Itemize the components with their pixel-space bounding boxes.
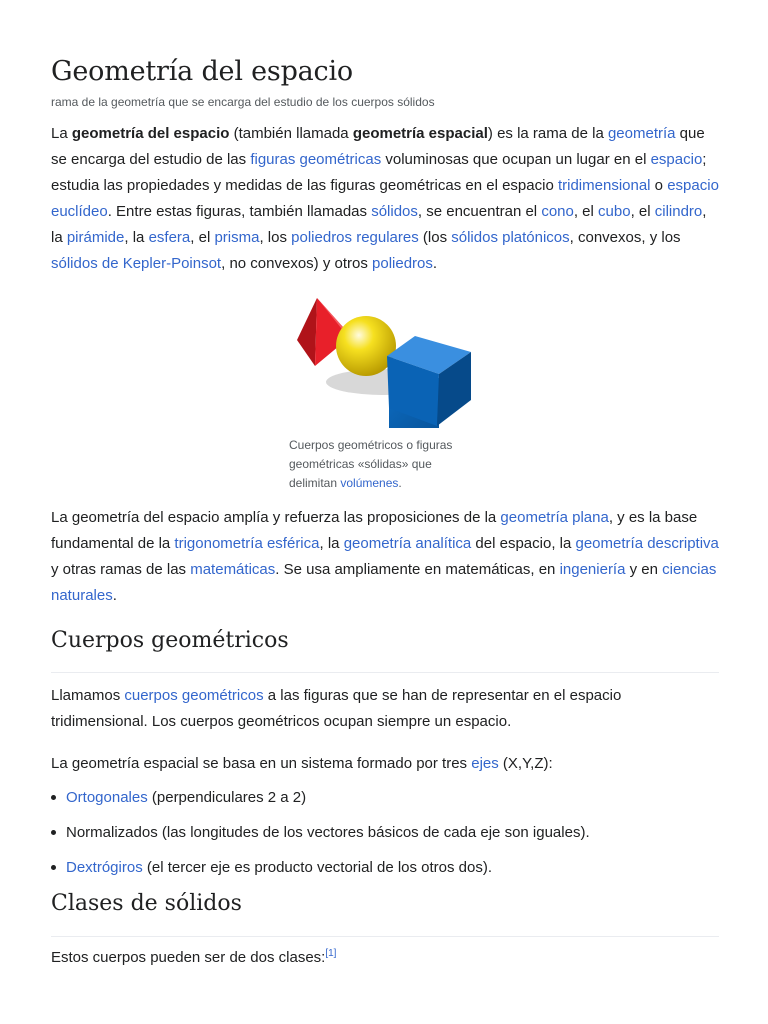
link-tridimensional[interactable]: tridimensional [557,177,651,194]
text: Estos cuerpos pueden ser de dos clases: [51,949,326,966]
figure-caption [289,436,464,493]
link-espacio-euclideo[interactable]: espacio euclídeo [51,177,719,220]
list-item [51,785,719,811]
text: ; estudia las propiedades y medidas de las figuras geométricas en el espacio [51,151,707,194]
second-paragraph [51,505,719,609]
section-heading-cuerpos: Cuerpos geométricos [51,628,289,653]
text: ) es la rama de la [487,125,608,142]
text: (perpendiculares 2 a 2) [147,789,307,806]
link-solidos-platonicos[interactable]: sólidos platónicos [451,229,570,246]
bold-term: geometría del espacio [71,125,230,142]
link-piramide[interactable]: pirámide [66,229,125,246]
text: Llamamos [51,687,125,704]
page-title: Geometría del espacio [51,56,353,87]
text: , la [124,229,149,246]
text: , y es la base fundamental de la [51,509,698,552]
link-geometria-descriptiva[interactable]: geometría descriptiva [575,535,719,552]
text: (el tercer eje es producto vectorial de los otros dos). [142,859,493,876]
link-ciencias-naturales[interactable]: ciencias naturales [51,561,717,604]
text: . Entre estas figuras, también llamadas [107,203,372,220]
link-cuerpos-geometricos[interactable]: cuerpos geométricos [124,687,264,704]
text: . Se usa ampliamente en matemáticas, en [275,561,560,578]
text: del espacio, la [471,535,576,552]
text: , el [190,229,215,246]
bullet-icon [51,795,56,800]
link-matematicas[interactable]: matemáticas [190,561,276,578]
text: La geometría espacial se basa en un sistema formado por tres [51,755,472,772]
link-geometria[interactable]: geometría [607,125,676,142]
link-espacio[interactable]: espacio [650,151,703,168]
text: , el [573,203,599,220]
link-esfera[interactable]: esfera [148,229,191,246]
list-item [51,820,719,846]
section-heading-clases: Clases de sólidos [51,891,242,916]
text: , el [630,203,655,220]
link-geometria-analitica[interactable]: geometría analítica [343,535,472,552]
reference-link[interactable]: [1] [325,948,337,959]
link-geometria-plana[interactable]: geometría plana [500,509,609,526]
link-ortogonales[interactable]: Ortogonales [66,789,148,806]
cuerpos-paragraph [51,683,719,735]
intro-paragraph [51,121,719,277]
link-ingenieria[interactable]: ingeniería [559,561,626,578]
text: y en [625,561,663,578]
text: (también llamada [229,125,353,142]
text: , convexos, y los [569,229,681,246]
axes-list [51,785,719,890]
clases-paragraph [51,945,719,971]
text: , se encuentran el [417,203,542,220]
text: , la [51,203,707,246]
link-figuras-geometricas[interactable]: figuras geométricas [250,151,382,168]
link-dextrogiros[interactable]: Dextrógiros [66,859,143,876]
text: Normalizados (las longitudes de los vectores básicos de cada eje son iguales). [66,824,590,841]
divider [51,936,719,937]
link-cilindro[interactable]: cilindro [654,203,703,220]
list-item [51,855,719,881]
link-trigonometria-esferica[interactable]: trigonometría esférica [174,535,320,552]
text: . [112,587,117,604]
link-solidos-kepler-poinsot[interactable]: sólidos de Kepler-Poinsot [51,255,222,272]
ejes-paragraph [51,751,719,777]
text: La geometría del espacio amplía y refuerza las proposiciones de la [51,509,501,526]
page-subtitle: rama de la geometría que se encarga del estudio de los cuerpos sólidos [51,95,435,109]
text: (X,Y,Z): [498,755,553,772]
text: La [51,125,72,142]
divider [51,672,719,673]
sphere [336,316,396,376]
link-prisma[interactable]: prisma [214,229,260,246]
text: a las figuras que se han de representar en el espacio tridimensional. Los cuerpos geométricos ocupan siempre un espacio. [51,687,622,730]
text: o [650,177,668,194]
pyramid-left-face [297,298,317,366]
link-ejes[interactable]: ejes [471,755,499,772]
text: (los [418,229,452,246]
text: y otras ramas de las [51,561,191,578]
link-volumenes[interactable]: volúmenes [340,476,399,490]
text: , no convexos) y otros [221,255,373,272]
geometric-solids-image[interactable] [289,290,479,430]
text: , los [259,229,292,246]
link-cubo[interactable]: cubo [598,203,631,220]
text: que se encarga del estudio de las [51,125,705,168]
link-poliedros[interactable]: poliedros [372,255,433,272]
text: . [432,255,438,272]
link-solidos[interactable]: sólidos [371,203,418,220]
bullet-icon [51,830,56,835]
figure-solids [289,290,479,493]
text: voluminosas que ocupan un lugar en el [381,151,651,168]
bullet-icon [51,865,56,870]
text: . [398,476,402,490]
bold-term: geometría espacial [352,125,488,142]
text: Cuerpos geométricos o figuras geométricas «sólidas» que delimitan [289,438,453,490]
text: , la [319,535,344,552]
link-poliedros-regulares[interactable]: poliedros regulares [291,229,419,246]
link-cono[interactable]: cono [541,203,574,220]
